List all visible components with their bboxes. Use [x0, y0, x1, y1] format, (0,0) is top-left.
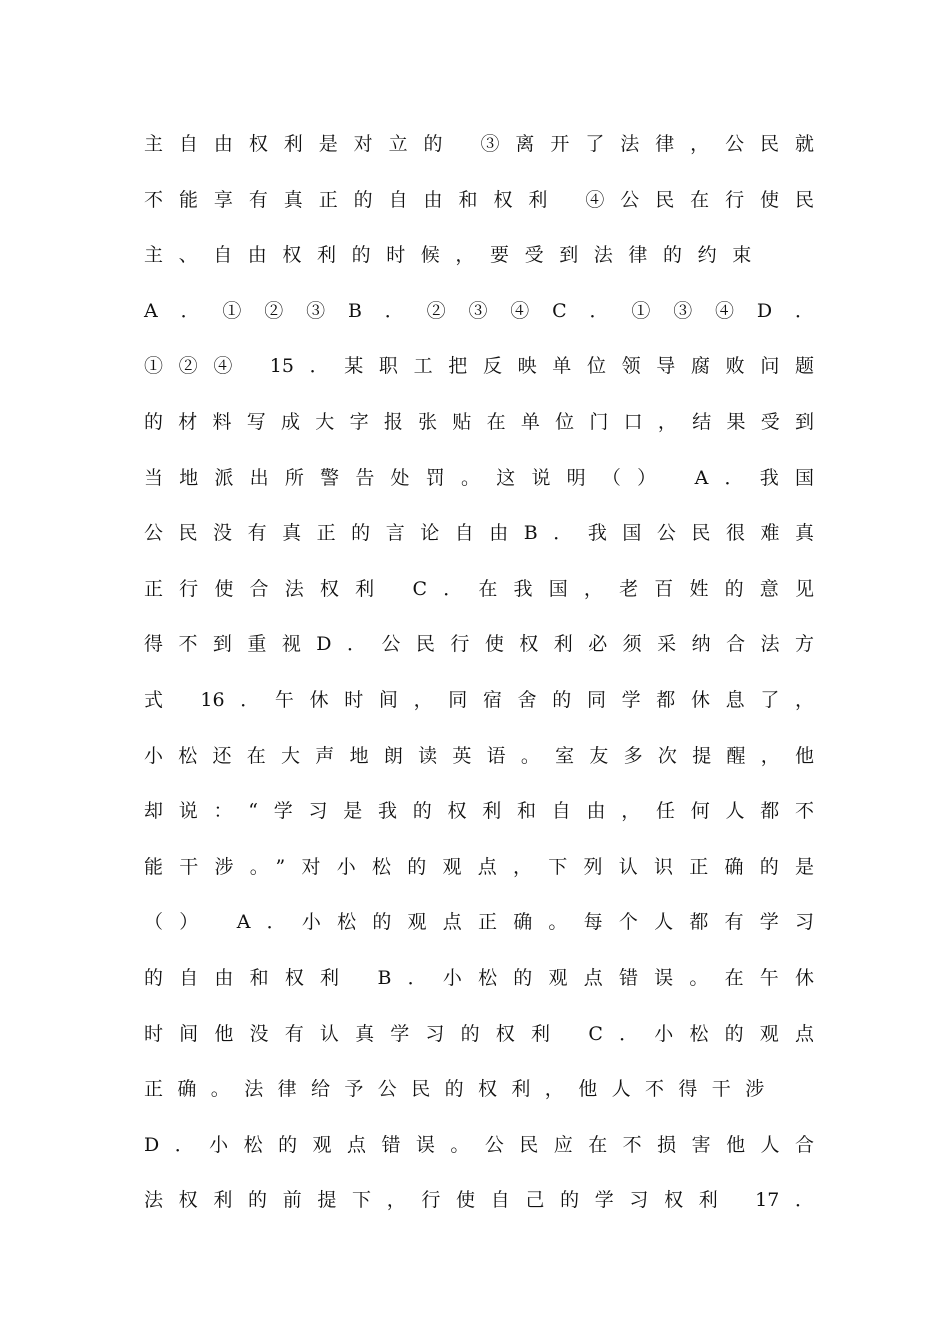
body-text: [144, 117, 814, 1229]
text-line: 时间他没有认真学习的权利 C．小松的观点: [144, 1022, 814, 1045]
text-line: 不能享有真正的自由和权利 ④公民在行使民: [144, 188, 814, 211]
text-line: 正行使合法权利 C．在我国，老百姓的意见: [144, 577, 814, 600]
text-line: 当地派出所警告处罚。这说明（） A．我国: [144, 466, 814, 489]
text-line: 的自由和权利 B．小松的观点错误。在午休: [144, 966, 814, 989]
text-line: A．①②③B．②③④C．①③④D．: [144, 299, 814, 322]
text-line: 式 16．午休时间，同宿舍的同学都休息了，: [144, 688, 814, 711]
text-line: 公民没有真正的言论自由B．我国公民很难真: [144, 522, 814, 545]
text-line: ①②④ 15．某职工把反映单位领导腐败问题: [144, 355, 814, 378]
text-line: （） A．小松的观点正确。每个人都有学习: [144, 911, 814, 934]
text-line: D．小松的观点错误。公民应在不损害他人合: [144, 1133, 814, 1156]
text-line: 法权利的前提下，行使自己的学习权利 17．: [144, 1189, 814, 1212]
text-line: 得不到重视D．公民行使权利必须采纳合法方: [144, 633, 814, 656]
text-line: 小松还在大声地朗读英语。室友多次提醒，他: [144, 744, 814, 767]
text-line: 主、自由权利的时候，要受到法律的约束: [144, 244, 767, 267]
text-line: 的材料写成大字报张贴在单位门口，结果受到: [144, 410, 814, 433]
text-line: 却说：“学习是我的权利和自由，任何人都不: [144, 800, 814, 823]
text-line: 正确。法律给予公民的权利，他人不得干涉: [144, 1078, 779, 1101]
text-line: 能干涉。”对小松的观点，下列认识正确的是: [144, 855, 814, 878]
text-line: 主自由权利是对立的 ③离开了法律，公民就: [144, 133, 814, 155]
